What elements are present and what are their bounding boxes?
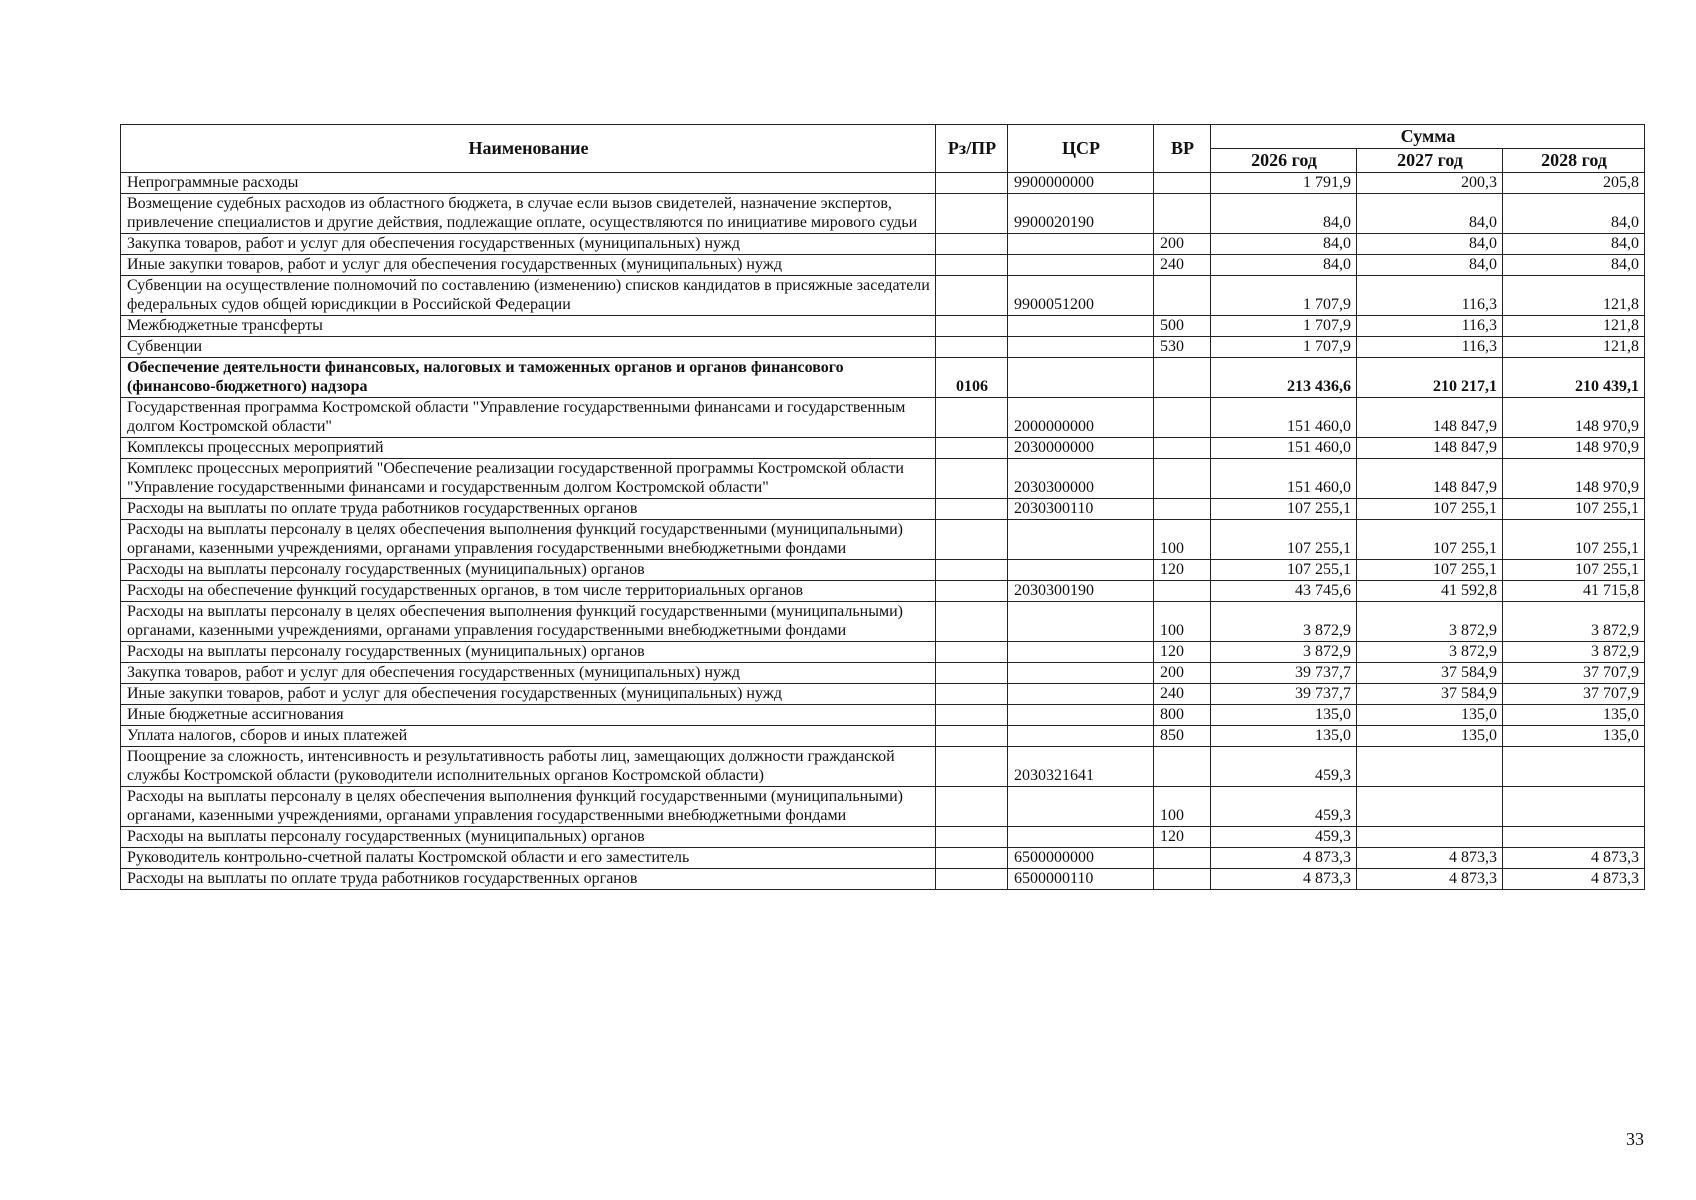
header-rzpr: Рз/ПР	[936, 125, 1008, 173]
cell-rzpr	[936, 316, 1008, 337]
cell-amount-2028: 148 970,9	[1503, 459, 1645, 499]
cell-amount-2027: 84,0	[1357, 255, 1503, 276]
table-row	[121, 276, 1645, 316]
cell-vr: 240	[1154, 255, 1211, 276]
cell-csr	[1008, 726, 1154, 747]
cell-amount-2027: 116,3	[1357, 276, 1503, 316]
page-number: 33	[1626, 1129, 1644, 1149]
cell-amount-2028: 121,8	[1503, 316, 1645, 337]
cell-amount-2027: 41 592,8	[1357, 581, 1503, 602]
cell-amount-2026: 459,3	[1211, 787, 1357, 827]
cell-amount-2026: 1 707,9	[1211, 316, 1357, 337]
cell-amount-2028: 210 439,1	[1503, 358, 1645, 398]
cell-amount-2028: 37 707,9	[1503, 684, 1645, 705]
cell-amount-2026: 107 255,1	[1211, 560, 1357, 581]
header-name: Наименование	[121, 125, 936, 173]
cell-vr: 800	[1154, 705, 1211, 726]
cell-rzpr	[936, 581, 1008, 602]
cell-rzpr: 0106	[936, 358, 1008, 398]
table-row	[121, 726, 1645, 747]
cell-vr	[1154, 581, 1211, 602]
table-row	[121, 560, 1645, 581]
cell-amount-2026: 3 872,9	[1211, 642, 1357, 663]
cell-amount-2027: 84,0	[1357, 234, 1503, 255]
cell-amount-2028	[1503, 787, 1645, 827]
table-row	[121, 358, 1645, 398]
cell-amount-2026: 459,3	[1211, 827, 1357, 848]
cell-amount-2028: 37 707,9	[1503, 663, 1645, 684]
cell-name: Закупка товаров, работ и услуг для обеспечения государственных (муниципальных) нужд	[121, 663, 936, 684]
cell-amount-2027: 3 872,9	[1357, 642, 1503, 663]
cell-vr	[1154, 459, 1211, 499]
cell-amount-2028: 84,0	[1503, 255, 1645, 276]
cell-name: Расходы на выплаты персоналу в целях обеспечения выполнения функций государственными (муниципальными) органами, казенными учреждениями, органами управления государственными внебюджетными фондами	[121, 602, 936, 642]
cell-amount-2027: 4 873,3	[1357, 869, 1503, 890]
cell-name: Расходы на выплаты персоналу государственных (муниципальных) органов	[121, 642, 936, 663]
cell-vr: 530	[1154, 337, 1211, 358]
cell-csr	[1008, 234, 1154, 255]
cell-amount-2026: 84,0	[1211, 234, 1357, 255]
table-row	[121, 747, 1645, 787]
table-row	[121, 705, 1645, 726]
cell-rzpr	[936, 459, 1008, 499]
cell-csr	[1008, 255, 1154, 276]
cell-csr: 9900051200	[1008, 276, 1154, 316]
cell-rzpr	[936, 194, 1008, 234]
cell-amount-2028: 84,0	[1503, 194, 1645, 234]
cell-csr	[1008, 602, 1154, 642]
table-row	[121, 827, 1645, 848]
cell-amount-2027: 3 872,9	[1357, 602, 1503, 642]
cell-amount-2026: 1 707,9	[1211, 337, 1357, 358]
cell-vr	[1154, 438, 1211, 459]
cell-name: Расходы на выплаты персоналу в целях обеспечения выполнения функций государственными (муниципальными) органами, казенными учреждениями, органами управления государственными внебюджетными фондами	[121, 787, 936, 827]
table-row	[121, 581, 1645, 602]
cell-rzpr	[936, 848, 1008, 869]
cell-csr: 2030300000	[1008, 459, 1154, 499]
cell-amount-2028: 148 970,9	[1503, 398, 1645, 438]
cell-vr: 240	[1154, 684, 1211, 705]
cell-amount-2028: 4 873,3	[1503, 848, 1645, 869]
cell-amount-2026: 1 791,9	[1211, 173, 1357, 194]
table-row	[121, 520, 1645, 560]
cell-csr: 2030300190	[1008, 581, 1154, 602]
cell-amount-2028	[1503, 827, 1645, 848]
cell-vr: 500	[1154, 316, 1211, 337]
cell-vr	[1154, 848, 1211, 869]
cell-amount-2028: 107 255,1	[1503, 520, 1645, 560]
cell-csr: 6500000000	[1008, 848, 1154, 869]
cell-name: Расходы на выплаты по оплате труда работников государственных органов	[121, 869, 936, 890]
cell-amount-2028: 84,0	[1503, 234, 1645, 255]
cell-amount-2028: 205,8	[1503, 173, 1645, 194]
cell-csr	[1008, 642, 1154, 663]
cell-rzpr	[936, 560, 1008, 581]
cell-amount-2027: 148 847,9	[1357, 398, 1503, 438]
cell-amount-2026: 4 873,3	[1211, 869, 1357, 890]
cell-rzpr	[936, 787, 1008, 827]
cell-name: Комплексы процессных мероприятий	[121, 438, 936, 459]
cell-amount-2028: 135,0	[1503, 705, 1645, 726]
cell-csr: 9900000000	[1008, 173, 1154, 194]
cell-rzpr	[936, 337, 1008, 358]
cell-amount-2027: 135,0	[1357, 705, 1503, 726]
cell-rzpr	[936, 234, 1008, 255]
cell-amount-2026: 1 707,9	[1211, 276, 1357, 316]
cell-name: Иные закупки товаров, работ и услуг для обеспечения государственных (муниципальных) нужд	[121, 684, 936, 705]
cell-rzpr	[936, 869, 1008, 890]
cell-vr	[1154, 173, 1211, 194]
cell-amount-2027: 148 847,9	[1357, 438, 1503, 459]
header-csr: ЦСР	[1008, 125, 1154, 173]
cell-name: Расходы на обеспечение функций государственных органов, в том числе территориальных органов	[121, 581, 936, 602]
header-vr: ВР	[1154, 125, 1211, 173]
cell-csr	[1008, 520, 1154, 560]
cell-amount-2026: 135,0	[1211, 705, 1357, 726]
cell-amount-2028: 107 255,1	[1503, 499, 1645, 520]
cell-csr	[1008, 705, 1154, 726]
table-row	[121, 684, 1645, 705]
cell-rzpr	[936, 173, 1008, 194]
cell-rzpr	[936, 255, 1008, 276]
cell-amount-2027: 116,3	[1357, 316, 1503, 337]
cell-amount-2028: 121,8	[1503, 337, 1645, 358]
cell-csr: 2000000000	[1008, 398, 1154, 438]
cell-amount-2028: 3 872,9	[1503, 602, 1645, 642]
cell-amount-2028: 3 872,9	[1503, 642, 1645, 663]
cell-vr	[1154, 499, 1211, 520]
table-row	[121, 663, 1645, 684]
cell-vr: 100	[1154, 787, 1211, 827]
cell-csr	[1008, 358, 1154, 398]
cell-amount-2026: 4 873,3	[1211, 848, 1357, 869]
cell-amount-2026: 43 745,6	[1211, 581, 1357, 602]
table-row	[121, 848, 1645, 869]
cell-amount-2027: 4 873,3	[1357, 848, 1503, 869]
cell-vr	[1154, 869, 1211, 890]
cell-csr: 2030321641	[1008, 747, 1154, 787]
cell-name: Комплекс процессных мероприятий "Обеспечение реализации государственной программы Костромской области "Управление государственными финансами и государственным долгом Костромской области"	[121, 459, 936, 499]
cell-amount-2026: 135,0	[1211, 726, 1357, 747]
cell-rzpr	[936, 602, 1008, 642]
cell-amount-2026: 84,0	[1211, 194, 1357, 234]
cell-name: Расходы на выплаты персоналу государственных (муниципальных) органов	[121, 827, 936, 848]
cell-vr: 120	[1154, 560, 1211, 581]
table-body	[121, 173, 1645, 890]
table-row	[121, 602, 1645, 642]
cell-vr: 850	[1154, 726, 1211, 747]
cell-amount-2026: 39 737,7	[1211, 684, 1357, 705]
cell-csr	[1008, 560, 1154, 581]
cell-csr	[1008, 787, 1154, 827]
cell-amount-2027: 37 584,9	[1357, 684, 1503, 705]
cell-rzpr	[936, 684, 1008, 705]
cell-csr: 2030000000	[1008, 438, 1154, 459]
cell-vr: 200	[1154, 234, 1211, 255]
cell-rzpr	[936, 827, 1008, 848]
cell-vr: 120	[1154, 827, 1211, 848]
cell-csr: 2030300110	[1008, 499, 1154, 520]
cell-amount-2027: 210 217,1	[1357, 358, 1503, 398]
cell-csr	[1008, 684, 1154, 705]
cell-name: Субвенции	[121, 337, 936, 358]
cell-amount-2028: 121,8	[1503, 276, 1645, 316]
cell-amount-2027: 84,0	[1357, 194, 1503, 234]
cell-amount-2027: 107 255,1	[1357, 499, 1503, 520]
cell-rzpr	[936, 747, 1008, 787]
cell-vr	[1154, 194, 1211, 234]
cell-amount-2026: 459,3	[1211, 747, 1357, 787]
cell-amount-2027	[1357, 747, 1503, 787]
cell-rzpr	[936, 705, 1008, 726]
cell-amount-2026: 3 872,9	[1211, 602, 1357, 642]
cell-amount-2026: 213 436,6	[1211, 358, 1357, 398]
cell-name: Иные закупки товаров, работ и услуг для обеспечения государственных (муниципальных) нужд	[121, 255, 936, 276]
cell-amount-2028: 4 873,3	[1503, 869, 1645, 890]
cell-csr: 6500000110	[1008, 869, 1154, 890]
cell-amount-2027: 107 255,1	[1357, 520, 1503, 560]
cell-vr: 100	[1154, 602, 1211, 642]
table-row	[121, 173, 1645, 194]
cell-amount-2027: 135,0	[1357, 726, 1503, 747]
cell-name: Межбюджетные трансферты	[121, 316, 936, 337]
cell-rzpr	[936, 726, 1008, 747]
cell-vr: 100	[1154, 520, 1211, 560]
cell-vr	[1154, 747, 1211, 787]
cell-vr: 120	[1154, 642, 1211, 663]
cell-amount-2028: 107 255,1	[1503, 560, 1645, 581]
cell-rzpr	[936, 438, 1008, 459]
table-row	[121, 787, 1645, 827]
cell-csr: 9900020190	[1008, 194, 1154, 234]
table-header	[121, 125, 1645, 173]
cell-amount-2027: 148 847,9	[1357, 459, 1503, 499]
cell-rzpr	[936, 663, 1008, 684]
cell-amount-2027: 107 255,1	[1357, 560, 1503, 581]
cell-csr	[1008, 337, 1154, 358]
cell-name: Государственная программа Костромской области "Управление государственными финансами и государственным долгом Костромской области"	[121, 398, 936, 438]
cell-amount-2026: 151 460,0	[1211, 459, 1357, 499]
cell-name: Непрограммные расходы	[121, 173, 936, 194]
table-row	[121, 316, 1645, 337]
cell-rzpr	[936, 499, 1008, 520]
cell-vr	[1154, 358, 1211, 398]
cell-name: Иные бюджетные ассигнования	[121, 705, 936, 726]
budget-table	[120, 124, 1645, 890]
cell-name: Субвенции на осуществление полномочий по составлению (изменению) списков кандидатов в присяжные заседатели федеральных судов общей юрисдикции в Российской Федерации	[121, 276, 936, 316]
cell-name: Расходы на выплаты по оплате труда работников государственных органов	[121, 499, 936, 520]
cell-vr	[1154, 398, 1211, 438]
cell-amount-2026: 84,0	[1211, 255, 1357, 276]
cell-csr	[1008, 827, 1154, 848]
cell-name: Расходы на выплаты персоналу в целях обеспечения выполнения функций государственными (муниципальными) органами, казенными учреждениями, органами управления государственными внебюджетными фондами	[121, 520, 936, 560]
cell-name: Закупка товаров, работ и услуг для обеспечения государственных (муниципальных) нужд	[121, 234, 936, 255]
table-row	[121, 438, 1645, 459]
table-row	[121, 255, 1645, 276]
cell-name: Поощрение за сложность, интенсивность и результативность работы лиц, замещающих должности гражданской службы Костромской области (руководители исполнительных органов Костромской области)	[121, 747, 936, 787]
cell-name: Расходы на выплаты персоналу государственных (муниципальных) органов	[121, 560, 936, 581]
table-row	[121, 642, 1645, 663]
cell-amount-2027: 37 584,9	[1357, 663, 1503, 684]
header-year-2026: 2026 год	[1211, 149, 1357, 173]
table-row	[121, 459, 1645, 499]
cell-amount-2027	[1357, 827, 1503, 848]
cell-amount-2026: 107 255,1	[1211, 499, 1357, 520]
table-row	[121, 337, 1645, 358]
cell-amount-2028: 41 715,8	[1503, 581, 1645, 602]
header-year-2027: 2027 год	[1357, 149, 1503, 173]
cell-amount-2026: 151 460,0	[1211, 398, 1357, 438]
cell-amount-2026: 39 737,7	[1211, 663, 1357, 684]
cell-name: Обеспечение деятельности финансовых, налоговых и таможенных органов и органов финансового (финансово-бюджетного) надзора	[121, 358, 936, 398]
cell-amount-2027: 116,3	[1357, 337, 1503, 358]
cell-amount-2026: 151 460,0	[1211, 438, 1357, 459]
table-row	[121, 194, 1645, 234]
cell-rzpr	[936, 520, 1008, 560]
cell-rzpr	[936, 398, 1008, 438]
cell-name: Уплата налогов, сборов и иных платежей	[121, 726, 936, 747]
cell-amount-2027	[1357, 787, 1503, 827]
table-row	[121, 869, 1645, 890]
cell-amount-2027: 200,3	[1357, 173, 1503, 194]
cell-amount-2028: 148 970,9	[1503, 438, 1645, 459]
cell-csr	[1008, 663, 1154, 684]
table-row	[121, 499, 1645, 520]
cell-rzpr	[936, 276, 1008, 316]
table-row	[121, 234, 1645, 255]
cell-name: Руководитель контрольно-счетной палаты Костромской области и его заместитель	[121, 848, 936, 869]
cell-vr: 200	[1154, 663, 1211, 684]
cell-amount-2026: 107 255,1	[1211, 520, 1357, 560]
table-row	[121, 398, 1645, 438]
cell-amount-2028: 135,0	[1503, 726, 1645, 747]
cell-amount-2028	[1503, 747, 1645, 787]
header-year-2028: 2028 год	[1503, 149, 1645, 173]
cell-vr	[1154, 276, 1211, 316]
cell-rzpr	[936, 642, 1008, 663]
header-sum: Сумма	[1211, 125, 1645, 149]
cell-csr	[1008, 316, 1154, 337]
cell-name: Возмещение судебных расходов из областного бюджета, в случае если вызов свидетелей, назначение экспертов, привлечение специалистов и другие действия, подлежащие оплате, осуществляются по инициативе мирового судьи	[121, 194, 936, 234]
